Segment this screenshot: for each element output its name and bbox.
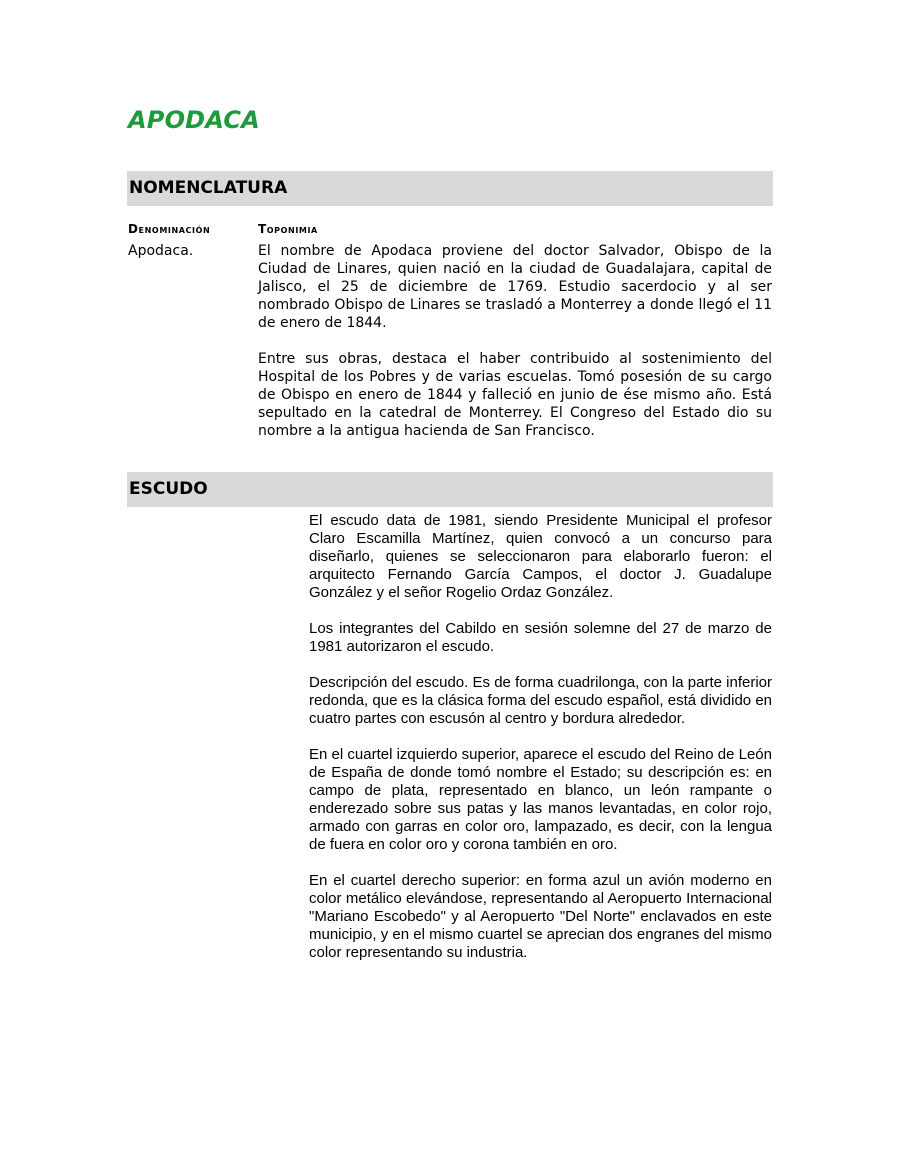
page-title: APODACA — [128, 106, 260, 134]
denominacion-value: Apodaca. — [128, 243, 194, 259]
section-title-nomenclatura: NOMENCLATURA — [129, 178, 288, 198]
escudo-text — [309, 512, 772, 962]
toponimia-text — [258, 242, 772, 440]
escudo-paragraph: Los integrantes del Cabildo en sesión solemne del 27 de marzo de 1981 autorizaron el escudo. — [309, 620, 772, 655]
escudo-paragraph: Descripción del escudo. Es de forma cuadrilonga, con la parte inferior redonda, que es la clásica forma del escudo español, está dividido en cuatro partes con escusón al centro y bordura alrededor. — [309, 674, 772, 727]
escudo-paragraph: El escudo data de 1981, siendo Presidente Municipal el profesor Claro Escamilla Martínez, quien convocó a un concurso para diseñarlo, quienes se seleccionaron para elaborarlo fueron: el arquitecto Fernando García Campos, el doctor J. Guadalupe González y el señor Rogelio Ordaz González. — [309, 512, 772, 601]
toponimia-label: Toponimia — [258, 222, 318, 236]
escudo-paragraph: En el cuartel izquierdo superior, aparece el escudo del Reino de León de España de donde tomó nombre el Estado; su descripción es: en campo de plata, representado en blanco, un león rampante o enderezado sobre sus patas y las manos levantadas, en color rojo, armado con garras en color oro, lampazado, es decir, con la lengua de fuera en color oro y corona también en oro. — [309, 746, 772, 853]
escudo-paragraph: En el cuartel derecho superior: en forma azul un avión moderno en color metálico elevándose, representando al Aeropuerto Internacional "Mariano Escobedo" y al Aeropuerto "Del Norte" enclavados en este municipio, y en el mismo cuartel se aprecian dos engranes del mismo color representando su industria. — [309, 872, 772, 961]
toponimia-paragraph: Entre sus obras, destaca el haber contribuido al sostenimiento del Hospital de los Pobres y de varias escuelas. Tomó posesión de su cargo de Obispo en enero de 1844 y falleció en junio de ése mismo año. Está sepultado en la catedral de Monterrey. El Congreso del Estado dio su nombre a la antigua hacienda de San Francisco. — [258, 351, 772, 439]
denominacion-label: Denominación — [128, 222, 211, 236]
section-header-escudo — [127, 472, 773, 507]
section-title-escudo: ESCUDO — [129, 479, 208, 499]
section-header-nomenclatura — [127, 171, 773, 206]
toponimia-paragraph: El nombre de Apodaca proviene del doctor Salvador, Obispo de la Ciudad de Linares, quien nació en la ciudad de Guadalajara, capital de Jalisco, el 25 de diciembre de 1769. Estudio sacerdocio y al ser nombrado Obispo de Linares se trasladó a Monterrey a donde llegó el 11 de enero de 1844. — [258, 243, 772, 331]
